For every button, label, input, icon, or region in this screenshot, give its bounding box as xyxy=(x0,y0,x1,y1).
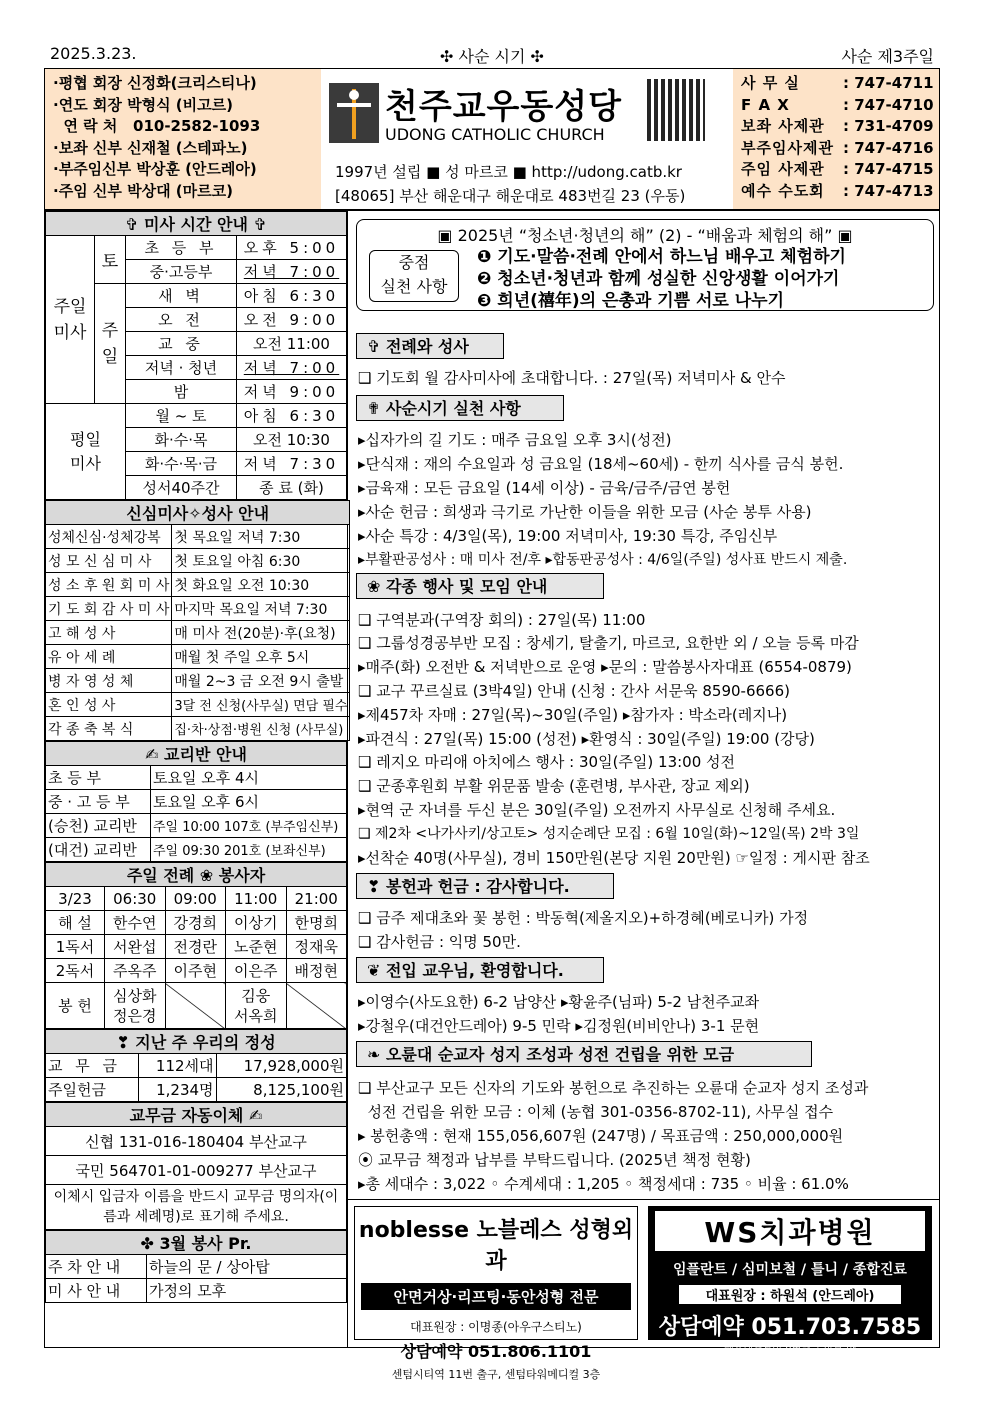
mass-name: 중·고등부 xyxy=(126,260,237,284)
mass-name: 밤 xyxy=(126,380,237,404)
sacrament-time: 첫 토요일 아침 6:30 xyxy=(172,549,350,573)
notice-line: ▸총 세대수 : 3,022 ◦ 수계세대 : 1,205 ◦ 책정세대 : 735 ◦ 비율 : 61.0% xyxy=(358,1175,849,1193)
service-name: 주 차 안 내 xyxy=(46,1255,147,1279)
church-logo-icon xyxy=(329,83,379,143)
notice-line: ❑ 구역분과(구역장 회의) : 27일(목) 11:00 xyxy=(358,611,646,629)
notice-line: ❑ 그룹성경공부반 모집 : 창세기, 탈출기, 마르코, 요한반 외 / 오늘 등록 마감 xyxy=(358,634,859,652)
officer-line: ·연도 회장 박형식 (비고르) xyxy=(53,95,233,114)
mass-name: 화·수·목·금 xyxy=(126,452,237,476)
march-service-heading: ✤ 3월 봉사 Pr. xyxy=(46,1231,347,1255)
sacrament-time: 첫 화요일 오전 10:30 xyxy=(172,573,350,597)
server-name: 한수연 xyxy=(105,911,166,935)
autopay-note: 이체시 입금자 이름을 반드시 교무금 명의자(이름과 세례명)로 표기해 주세요. xyxy=(46,1185,347,1230)
church-founding-info: 1997년 설립 ■ 성 마르코 ■ http://udong.catb.kr xyxy=(335,163,682,181)
section-lent: ✟ 사순시기 실천 사항 xyxy=(356,395,564,421)
stat-name: 주일헌금 xyxy=(46,1078,139,1102)
top-line xyxy=(44,44,940,66)
notice-line: ▸ 봉헌총액 : 현재 155,056,607원 (247명) / 목표금액 : 250,000,000원 xyxy=(358,1127,844,1145)
officers-list xyxy=(45,69,321,209)
server-role: 해 설 xyxy=(46,911,105,935)
officer-line: ·평협 회장 신정화(크리스티나) xyxy=(53,74,257,92)
mass-time: 저녁 7:00 xyxy=(237,260,347,284)
notice-line: ▸선착순 40명(사무실), 경비 150만원(본당 지원 20만원) ☞일정 : 게시판 참조 xyxy=(358,849,870,867)
server-role: 봉 헌 xyxy=(46,983,105,1029)
sacrament-time: 매월 2~3 금 오전 9시 출발 xyxy=(172,669,350,693)
sacrament-name: 병 자 영 성 체 xyxy=(46,669,172,693)
servers-time: 21:00 xyxy=(286,887,347,911)
mass-time: 저녁 9:00 xyxy=(237,380,347,404)
notice-line: ▸이영수(사도요한) 6-2 남양산 ▸황윤주(님파) 5-2 남천주교좌 xyxy=(358,993,760,1011)
servers-date: 3/23 xyxy=(46,887,105,911)
officer-line: 연 락 처 010-2582-1093 xyxy=(53,117,261,135)
sacraments-table xyxy=(45,500,350,741)
stat-count: 112세대 xyxy=(139,1054,217,1078)
notice-line: ▸파견식 : 27일(목) 15:00 (성전) ▸환영식 : 30일(주일) 19:00 (강당) xyxy=(358,730,815,748)
service-value: 가정의 모후 xyxy=(147,1279,347,1303)
sunday-label: 주일 xyxy=(95,284,126,404)
officer-line: ·보좌 신부 신재철 (스테파노) xyxy=(53,138,248,157)
section-build: ❧ 오륜대 순교자 성지 조성과 성전 건립을 위한 모금 xyxy=(356,1041,812,1067)
mass-name: 화·수·목 xyxy=(126,428,237,452)
mass-name: 오 전 xyxy=(126,308,237,332)
notice-line: ▸현역 군 자녀를 두신 분은 30일(주일) 오전까지 사무실로 신청해 주세요. xyxy=(358,801,836,819)
mass-schedule-heading: ✞ 미사 시간 안내 ✞ xyxy=(46,212,347,236)
right-column xyxy=(348,210,940,1200)
phone-row: 사 무 실 : 747-4711 xyxy=(741,74,934,92)
sacrament-name: 고 해 성 사 xyxy=(46,621,172,645)
notice-line: ▸십자가의 길 기도 : 매주 금요일 오후 3시(성전) xyxy=(358,431,672,449)
notice-line: ❑ 레지오 마리애 아치에스 행사 : 30일(주일) 13:00 성전 xyxy=(358,753,735,771)
catechism-class: 중 · 고 등 부 xyxy=(46,790,151,814)
servers-time: 06:30 xyxy=(105,887,166,911)
ad-phone: 상담예약 051.703.7585 xyxy=(658,1315,922,1340)
sacrament-time: 집·차·상점·병원 신청 (사무실) xyxy=(172,717,350,741)
mass-name: 저녁 · 청년 xyxy=(126,356,237,380)
sacrament-time: 매월 첫 주일 오후 5시 xyxy=(172,645,350,669)
liturgical-season: ✣ 사순 시기 ✣ xyxy=(440,47,544,66)
phone-row: 주임 사제관 : 747-4715 xyxy=(741,160,934,178)
mass-time: 아침 6:30 xyxy=(237,284,347,308)
servers-table xyxy=(45,862,347,1029)
mass-name: 초 등 부 xyxy=(126,236,237,260)
left-column xyxy=(44,210,348,1348)
bank-account: 국민 564701-01-009277 부산교구 xyxy=(46,1156,347,1185)
ad-phone: 상담예약 051.806.1101 xyxy=(400,1342,592,1361)
section-welcome: ❦ 전입 교우님, 환영합니다. xyxy=(356,957,604,983)
stat-count: 1,234명 xyxy=(139,1078,217,1102)
ad-location: 해운대중동역 8번출구 바로 앞 xyxy=(724,1345,856,1356)
server-name: 노준현 xyxy=(226,935,287,959)
theme-box xyxy=(356,219,934,311)
church-identity xyxy=(321,69,735,209)
notice-line: ❑ 기도회 월 감사미사에 초대합니다. : 27일(목) 저녁미사 & 안수 xyxy=(358,369,786,387)
notice-line: 성전 건립을 위한 모금 : 이체 (농협 301-0356-8702-11), 사무실 접수 xyxy=(358,1103,834,1121)
server-name: 한명희 xyxy=(286,911,347,935)
stat-amount: 17,928,000원 xyxy=(216,1054,346,1078)
mass-time: 오전 9:00 xyxy=(237,308,347,332)
ad-brand: WS치과병원 xyxy=(655,1211,925,1251)
server-name: 정재욱 xyxy=(286,935,347,959)
notice-line: ❑ 부산교구 모든 신자의 기도와 봉헌으로 추진하는 오륜대 순교자 성지 조성과 xyxy=(358,1079,869,1097)
church-subtitle: UDONG CATHOLIC CHURCH xyxy=(385,125,605,144)
ad-location: 센텀시티역 11번 출구, 센텀타워메디컬 3층 xyxy=(391,1368,601,1381)
church-title: 천주교우동성당 xyxy=(385,87,622,127)
catechism-heading: ✍ 교리반 안내 xyxy=(46,742,347,766)
phone-row: 부주임사제관 : 747-4716 xyxy=(741,138,934,157)
sacraments-heading: 신심미사✧성사 안내 xyxy=(46,501,350,525)
bank-account: 신협 131-016-180404 부산교구 xyxy=(46,1127,347,1156)
empty-slash-cell xyxy=(165,983,226,1029)
phone-row: 예수 수도회 : 747-4713 xyxy=(741,181,934,200)
header xyxy=(44,68,940,210)
liturgical-week: 사순 제3주일 xyxy=(841,47,934,66)
server-name: 이주현 xyxy=(165,959,226,983)
ad-director: 대표원장 : 하원석 (안드레아) xyxy=(679,1285,901,1304)
sacrament-time: 첫 목요일 저녁 7:30 xyxy=(172,525,350,549)
mass-time: 오후 5:00 xyxy=(237,236,347,260)
notice-line: ▸단식재 : 재의 수요일과 성 금요일 (18세~60세) - 한끼 식사를 금식 봉헌. xyxy=(358,455,844,473)
server-name: 이은주 xyxy=(226,959,287,983)
section-liturgy: ✞ 전례와 성사 xyxy=(356,333,504,359)
notice-line: ❑ 제2차 <나가사키/상고토> 성지순례단 모집 : 6월 10일(화)~12일(목) 2박 3일 xyxy=(358,826,860,842)
sacrament-name: 성체신심·성체강복 xyxy=(46,525,172,549)
catechism-class: (대건) 교리반 xyxy=(46,838,151,862)
mass-name: 월 ~ 토 xyxy=(126,404,237,428)
autopay-heading: 교무금 자동이체 ✍ xyxy=(46,1103,347,1127)
mass-name: 새 벽 xyxy=(126,284,237,308)
bulletin-date: 2025.3.23. xyxy=(50,44,137,63)
theme-point: ❷ 청소년·청년과 함께 성실한 신앙생활 이어가기 xyxy=(477,269,840,289)
mass-time: 저녁 7:00 xyxy=(237,356,347,380)
notice-line: ▸강철우(대건안드레아) 9-5 민락 ▸김정원(비비안나) 3-1 문현 xyxy=(358,1017,760,1035)
notice-line: ▸사순 특강 : 4/3일(목), 19:00 저녁미사, 19:30 특강, 주임신부 xyxy=(358,527,778,545)
catechism-time: 주일 09:30 201호 (보좌신부) xyxy=(151,838,347,862)
mass-schedule-table xyxy=(45,211,347,500)
phone-row: 보좌 사제관 : 731-4709 xyxy=(741,117,934,135)
server-name: 전경란 xyxy=(165,935,226,959)
section-offering: ❣ 봉헌과 헌금 : 감사합니다. xyxy=(356,873,614,899)
sacrament-name: 기 도 회 감 사 미 사 xyxy=(46,597,172,621)
notice-line: ⦿ 교무금 책정과 납부를 부탁드립니다. (2025년 책정 현황) xyxy=(358,1151,751,1169)
ad-brand: noblesse 노블레스 성형외과 xyxy=(358,1218,634,1274)
server-name: 심상화 정은경 xyxy=(105,983,166,1029)
server-name: 강경희 xyxy=(165,911,226,935)
sacrament-name: 성 모 신 심 미 사 xyxy=(46,549,172,573)
sacrament-time: 3달 전 신청(사무실) 면담 필수 xyxy=(172,693,350,717)
notice-line: ▸사순 헌금 : 희생과 극기로 가난한 이들을 위한 모금 (사순 봉투 사용) xyxy=(358,503,812,521)
mass-time: 종 료 (화) xyxy=(237,476,347,500)
notice-line: ▸매주(화) 오전반 & 저녁반으로 운영 ▸문의 : 말씀봉사자대표 (6554-0879) xyxy=(358,658,852,676)
sacrament-time: 마지막 목요일 저녁 7:30 xyxy=(172,597,350,621)
phone-list xyxy=(733,69,939,209)
empty-slash-cell xyxy=(286,983,347,1029)
sunday-mass-label: 주일미사 xyxy=(46,236,95,404)
server-role: 2독서 xyxy=(46,959,105,983)
catechism-table xyxy=(45,741,347,862)
ad-subtitle: 임플란트 / 심미보철 / 틀니 / 종합진료 xyxy=(673,1262,907,1278)
notice-line: ▸부활판공성사 : 매 미사 전/후 ▸합동판공성사 : 4/6일(주일) 성사표 반드시 제출. xyxy=(358,552,848,568)
servers-heading: 주일 전례 ❀ 봉사자 xyxy=(46,863,347,887)
mass-time: 아침 6:30 xyxy=(237,404,347,428)
march-service-table xyxy=(45,1230,347,1303)
service-value: 하늘의 문 / 상아탑 xyxy=(147,1255,347,1279)
server-role: 1독서 xyxy=(46,935,105,959)
ad-director: 대표원장 : 이명종(아우구스티노) xyxy=(410,1320,582,1334)
sacrament-name: 혼 인 성 사 xyxy=(46,693,172,717)
sacrament-name: 유 아 세 례 xyxy=(46,645,172,669)
catechism-class: 초 등 부 xyxy=(46,766,151,790)
server-name: 서완섭 xyxy=(105,935,166,959)
qr-code-icon[interactable] xyxy=(647,79,705,141)
service-name: 미 사 안 내 xyxy=(46,1279,147,1303)
servers-time: 09:00 xyxy=(165,887,226,911)
notice-line: ❑ 금주 제대초와 꽃 봉헌 : 박동혁(제올지오)+하경혜(베로니카) 가정 xyxy=(358,909,809,927)
stat-amount: 8,125,100원 xyxy=(216,1078,346,1102)
catechism-class: (승천) 교리반 xyxy=(46,814,151,838)
mass-time: 오전 10:30 xyxy=(237,428,347,452)
phone-row: F A X : 747-4710 xyxy=(741,95,934,114)
server-name: 이상기 xyxy=(226,911,287,935)
ad-noblesse[interactable] xyxy=(354,1206,638,1381)
saturday-label: 토 xyxy=(95,236,126,284)
mass-name: 교 중 xyxy=(126,332,237,356)
stats-table xyxy=(45,1029,347,1102)
church-address: [48065] 부산 해운대구 해운대로 483번길 23 (우동) xyxy=(335,187,686,205)
notice-line: ▸금육재 : 모든 금요일 (14세 이상) - 금육/금주/금연 봉헌 xyxy=(358,479,731,497)
sacrament-name: 성 소 후 원 회 미 사 xyxy=(46,573,172,597)
sacrament-name: 각 종 축 복 식 xyxy=(46,717,172,741)
weekday-mass-label: 평일 미사 xyxy=(46,404,126,500)
ad-subtitle: 안면거상·리프팅·동안성형 전문 xyxy=(361,1283,631,1310)
catechism-time: 토요일 오후 6시 xyxy=(151,790,347,814)
officer-line: ·부주임신부 박상훈 (안드레아) xyxy=(53,160,257,178)
server-name: 주옥주 xyxy=(105,959,166,983)
server-name: 김웅 서옥희 xyxy=(226,983,287,1029)
theme-point: ❶ 기도·말씀·전례 안에서 하느님 배우고 체험하기 xyxy=(477,247,846,267)
mass-name: 성서40주간 xyxy=(126,476,237,500)
section-events: ❀ 각종 행사 및 모임 안내 xyxy=(356,573,604,599)
sacrament-time: 매 미사 전(20분)·후(요청) xyxy=(172,621,350,645)
notice-line: ❑ 교구 꾸르실료 (3박4일) 안내 (신청 : 간사 서문욱 8590-6666) xyxy=(358,682,791,700)
servers-time: 11:00 xyxy=(226,887,287,911)
notice-line: ❑ 감사헌금 : 익명 50만. xyxy=(358,933,521,951)
catechism-time: 토요일 오후 4시 xyxy=(151,766,347,790)
stat-name: 교 무 금 xyxy=(46,1054,139,1078)
ads-area xyxy=(348,1200,940,1381)
mass-time: 오전 11:00 xyxy=(237,332,347,356)
notice-line: ❑ 군종후원회 부활 위문품 발송 (훈련병, 부사관, 장교 제외) xyxy=(358,777,750,795)
theme-point: ❸ 희년(禧年)의 은총과 기쁨 서로 나누기 xyxy=(477,291,785,311)
stats-heading: ❣ 지난 주 우리의 정성 xyxy=(46,1030,347,1054)
notice-line: ▸제457차 자매 : 27일(목)~30일(주일) ▸참가자 : 박소라(레지나) xyxy=(358,706,788,724)
theme-title: ▣ 2025년 “청소년·청년의 해” (2) - “배움과 체험의 해” ▣ xyxy=(437,226,853,245)
officer-line: ·주임 신부 박상대 (마르코) xyxy=(53,181,233,200)
ad-ws-dental[interactable] xyxy=(648,1206,932,1356)
theme-badge: 중점 실천 사항 xyxy=(369,250,459,302)
theme-points xyxy=(477,246,846,312)
server-name: 배정현 xyxy=(286,959,347,983)
mass-time: 저녁 7:30 xyxy=(237,452,347,476)
catechism-time: 주일 10:00 107호 (부주임신부) xyxy=(151,814,347,838)
autopay-table xyxy=(45,1102,347,1230)
